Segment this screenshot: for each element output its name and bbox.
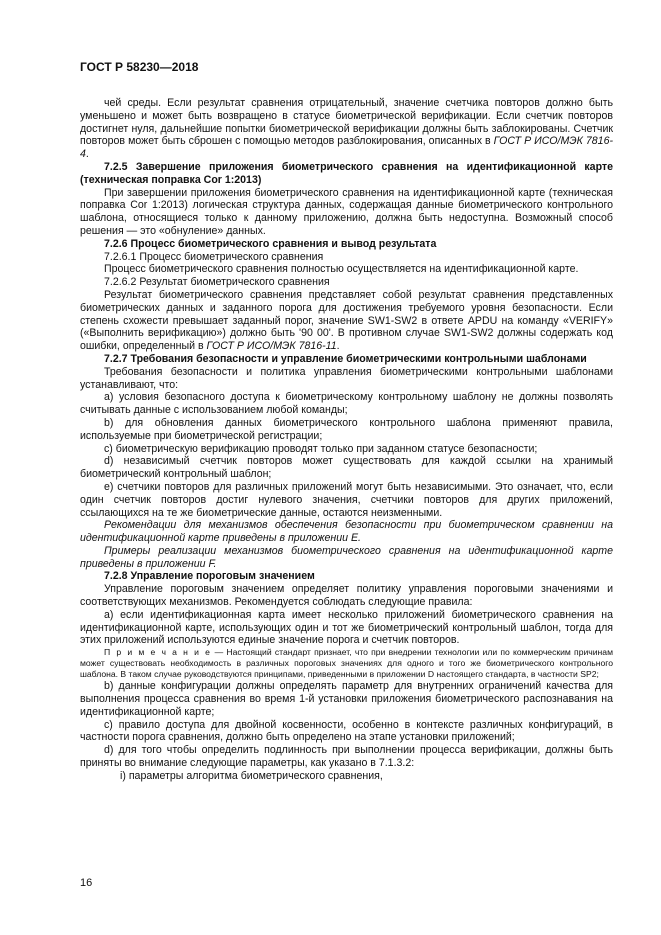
paragraph: чей среды. Если результат сравнения отрицательный, значение счетчика повторов должно быть уменьшено и может быть возвращено в статусе биометрической верификации. Если счетчик повторов достигнет нуля, дальнейшие попытки биометрической верификации должны быть заблокированы. Счетчик повторов может быть сброшен с помощью методов разблокирования, описанных в ГОСТ Р ИСО/МЭК 7816-4. [80,97,613,161]
section-heading-7-2-7: 7.2.7 Требования безопасности и управление биометрическими контрольными шаблонами [104,352,587,365]
standard-reference: ГОСТ Р ИСО/МЭК 7816-4 [80,135,613,161]
list-item: b) данные конфигурации должны определять параметр для внутренних ограничений качества для выполнения процесса сравнения во время 1-й установки приложения биометрического распознавания на идентификационной карте; [80,680,613,718]
document-code: ГОСТ Р 58230—2018 [80,60,199,74]
paragraph: Требования безопасности и политика управления биометрическими контрольными шаблонами устанавливают, что: [80,365,613,391]
list-item: i) параметры алгоритма биометрического сравнения, [120,769,383,782]
list-item: e) счетчики повторов для различных приложений могут быть независимыми. Это означает, что, если один счетчик повторов достиг нулевого значения, счетчики повторов для других приложений, ссылающихся на те же биометрические данные, остаются неизменными. [80,480,613,519]
section-heading-7-2-8: 7.2.8 Управление пороговым значением [104,570,315,583]
page-body [80,97,613,783]
note: П р и м е ч а н и е — Настоящий стандарт признает, что при внедрении технологии или по коммерческим причинам может существовать необходимость в различных пороговых значениях для одного и того же биометрического контрольного шаблона. В таком случае руководствуются принципами, приведенными в приложении D настоящего стандарта, в частности SP2; [80,647,613,680]
paragraph: При завершении приложения биометрического сравнения на идентификационной карте (техническая поправка Cor 1:2013) логическая структура данных, содержащая данные биометрического контрольного шаблона, относящиеся только к данному приложению, должна быть недоступна. Возможный способ решения — это «обнуление» данных. [80,186,613,237]
note-label: П р и м е ч а н и е [104,647,212,658]
list-item: c) биометрическую верификацию проводят только при заданном статусе безопасности; [104,442,538,455]
list-item: d) независимый счетчик повторов может существовать для каждой ссылки на хранимый биометрический контрольный шаблон; [80,455,613,481]
subsection-7-2-6-2: 7.2.6.2 Результат биометрического сравнения [104,276,330,289]
section-heading-7-2-6: 7.2.6 Процесс биометрического сравнения и вывод результата [104,237,437,250]
examples-note: Примеры реализации механизмов биометрического сравнения на идентификационной карте приведены в приложении F. [80,544,613,570]
paragraph: Процесс биометрического сравнения полностью осуществляется на идентификационной карте. [104,263,579,276]
list-item: b) для обновления данных биометрического контрольного шаблона применяют правила, используемые при биометрической регистрации; [80,416,613,442]
recommendation-note: Рекомендации для механизмов обеспечения безопасности при биометрическом сравнении на идентификационной карте приведены в приложении E. [80,519,613,545]
list-item: c) правило доступа для двойной косвенности, особенно в контексте различных конфигураций, в частности порога сравнения, должно быть определено на этапе установки приложений; [80,718,613,744]
standard-reference: ГОСТ Р ИСО/МЭК 7816-11 [206,340,337,353]
subsection-7-2-6-1: 7.2.6.1 Процесс биометрического сравнения [104,250,324,263]
list-item: a) если идентификационная карта имеет несколько приложений биометрического сравнения на идентификационной карте, использующих один и тот же биометрический контрольный шаблон, тогда для этих приложений используются единые значение порога и счетчик повторов. [80,608,613,647]
list-item: d) для того чтобы определить подлинность при выполнении процесса верификации, должны быть приняты во внимание следующие параметры, как указано в 7.1.3.2: [80,744,613,770]
list-item: a) условия безопасного доступа к биометрическому контрольному шаблону не должны позволять считывать данные с использованием любой команды; [80,391,613,417]
paragraph: Управление пороговым значением определяет политику управления пороговыми значениями и соответствующих механизмов. Рекомендуется соблюдать следующие правила: [80,583,613,609]
page-number: 16 [80,877,93,889]
section-heading-7-2-5: 7.2.5 Завершение приложения биометрического сравнения на идентификационной карте (техническая поправка Cor 1:2013) [80,160,613,186]
paragraph: Результат биометрического сравнения представляет собой результат сравнения представленных биометрических данных и заданного порога для достижения требуемого уровня безопасности. Если степень схожести превышает заданный порог, значение SW1-SW2 в ответе APDU на команду «VERIFY» («Выполнить верификацию») должно быть '90 00'. В противном случае SW1-SW2 должны содержать код ошибки, определенный в ГОСТ Р ИСО/МЭК 7816-11. [80,288,613,353]
